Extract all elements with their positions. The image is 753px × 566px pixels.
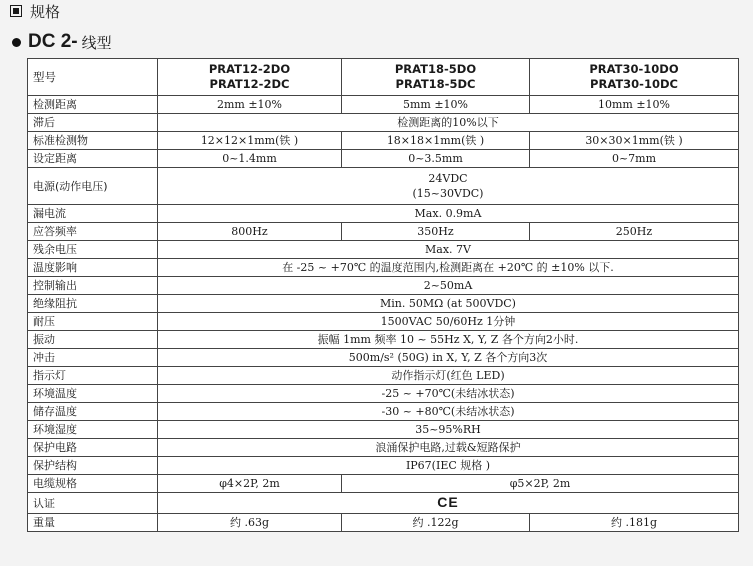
cell: 在 -25 ~ +70℃ 的温度范围内,检测距离在 +20℃ 的 ±10% 以下. (158, 259, 739, 277)
cell: 约 .122g (342, 514, 530, 532)
row-label: 耐压 (28, 313, 158, 331)
subsection-title: DC 2- (28, 31, 78, 52)
header-label: 型号 (28, 59, 158, 96)
row-label: 储存温度 (28, 403, 158, 421)
table-row (28, 514, 739, 532)
row-label: 应答频率 (28, 223, 158, 241)
cell: 250Hz (530, 223, 739, 241)
ce-mark-icon: CE (437, 494, 459, 510)
cell: 约 .63g (158, 514, 342, 532)
cell: -25 ~ +70℃(未结冰状态) (158, 385, 739, 403)
model-3-header (530, 59, 739, 96)
table-row (28, 223, 739, 241)
cell: φ5×2P, 2m (342, 475, 739, 493)
subsection-header (12, 30, 112, 54)
cell: 500m/s² (50G) in X, Y, Z 各个方向3次 (158, 349, 739, 367)
row-label: 环境温度 (28, 385, 158, 403)
cell: 2mm ±10% (158, 96, 342, 114)
row-label: 控制输出 (28, 277, 158, 295)
row-label: 漏电流 (28, 205, 158, 223)
cell: 动作指示灯(红色 LED) (158, 367, 739, 385)
section-header (10, 0, 60, 22)
table-row (28, 331, 739, 349)
row-label: 保护结构 (28, 457, 158, 475)
cell: 18×18×1mm(铁 ) (342, 132, 530, 150)
row-label: 保护电路 (28, 439, 158, 457)
row-label: 标准检测物 (28, 132, 158, 150)
spec-table (27, 58, 739, 532)
table-row (28, 96, 739, 114)
row-label: 环境湿度 (28, 421, 158, 439)
table-row (28, 132, 739, 150)
row-label: 温度影响 (28, 259, 158, 277)
cell: 800Hz (158, 223, 342, 241)
row-label: 绝缘阻抗 (28, 295, 158, 313)
section-title: 规格 (30, 2, 61, 21)
row-label: 设定距离 (28, 150, 158, 168)
row-label: 认证 (28, 493, 158, 514)
row-label: 冲击 (28, 349, 158, 367)
model-2-dc: PRAT18-5DC (395, 77, 476, 91)
cell: IP67(IEC 规格 ) (158, 457, 739, 475)
cell: 5mm ±10% (342, 96, 530, 114)
cell: 350Hz (342, 223, 530, 241)
table-row (28, 295, 739, 313)
table-row (28, 277, 739, 295)
cell (158, 493, 739, 514)
table-row (28, 385, 739, 403)
row-label: 滞后 (28, 114, 158, 132)
table-row (28, 313, 739, 331)
square-bullet-icon (10, 5, 22, 17)
model-1-dc: PRAT12-2DC (209, 77, 290, 91)
cell: Max. 0.9mA (158, 205, 739, 223)
table-row (28, 205, 739, 223)
subsection-subtitle: 线型 (81, 33, 112, 52)
table-row (28, 150, 739, 168)
row-label: 重量 (28, 514, 158, 532)
cell: 35~95%RH (158, 421, 739, 439)
model-2-do: PRAT18-5DO (394, 62, 477, 76)
cell: Max. 7V (158, 241, 739, 259)
header-row (28, 59, 739, 96)
cell: 0~1.4mm (158, 150, 342, 168)
cell: -30 ~ +80℃(未结冰状态) (158, 403, 739, 421)
table-row (28, 114, 739, 132)
cell: Min. 50MΩ (at 500VDC) (158, 295, 739, 313)
table-row (28, 168, 739, 205)
cell: 12×12×1mm(铁 ) (158, 132, 342, 150)
table-row (28, 403, 739, 421)
row-label: 指示灯 (28, 367, 158, 385)
cell: 2~50mA (158, 277, 739, 295)
table-row (28, 349, 739, 367)
cell: 振幅 1mm 频率 10 ~ 55Hz X, Y, Z 各个方向2小时. (158, 331, 739, 349)
table-row (28, 259, 739, 277)
model-1-do: PRAT12-2DO (208, 62, 291, 76)
table-row (28, 421, 739, 439)
row-label: 检测距离 (28, 96, 158, 114)
table-row (28, 457, 739, 475)
table-row (28, 439, 739, 457)
cell: 检测距离的10%以下 (158, 114, 739, 132)
table-row (28, 241, 739, 259)
model-3-do: PRAT30-10DO (589, 62, 679, 76)
model-2-header (342, 59, 530, 96)
row-label: 电缆规格 (28, 475, 158, 493)
power-voltage: 24VDC (428, 172, 468, 185)
model-1-header (158, 59, 342, 96)
table-row (28, 475, 739, 493)
table-row (28, 493, 739, 514)
cell (158, 168, 739, 205)
power-range: (15~30VDC) (412, 187, 484, 200)
cell: 30×30×1mm(铁 ) (530, 132, 739, 150)
row-label: 残余电压 (28, 241, 158, 259)
cell: 浪涌保护电路,过载&短路保护 (158, 439, 739, 457)
model-3-dc: PRAT30-10DC (590, 77, 678, 91)
row-label: 电源(动作电压) (28, 168, 158, 205)
cell: 约 .181g (530, 514, 739, 532)
table-row (28, 367, 739, 385)
cell: 0~3.5mm (342, 150, 530, 168)
cell: φ4×2P, 2m (158, 475, 342, 493)
dot-bullet-icon (12, 38, 21, 47)
cell: 1500VAC 50/60Hz 1分钟 (158, 313, 739, 331)
cell: 0~7mm (530, 150, 739, 168)
row-label: 振动 (28, 331, 158, 349)
cell: 10mm ±10% (530, 96, 739, 114)
